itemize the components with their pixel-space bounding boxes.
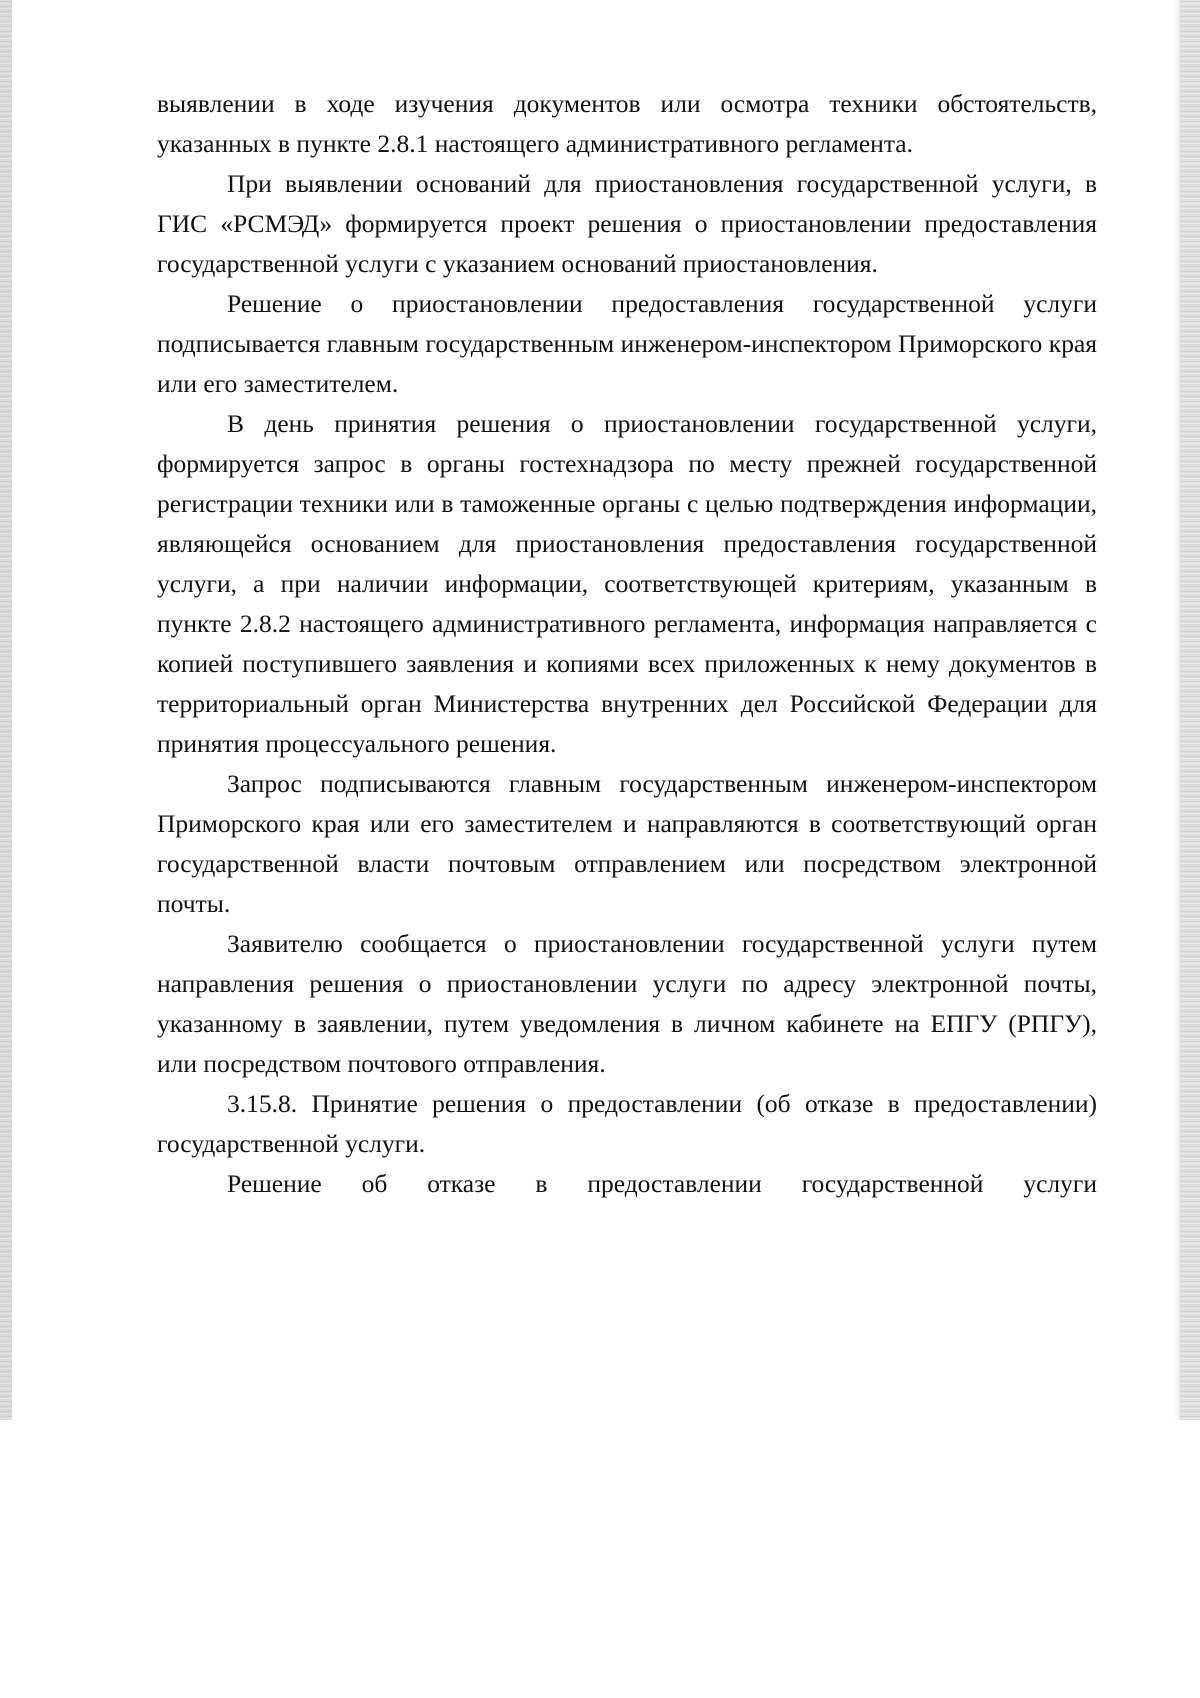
paragraph-continuation: выявлении в ходе изучения документов или осмотра техники обстоятельств, указанных в пункте 2.8.1 настоящего административного регламента. [157, 89, 1097, 158]
scan-right-edge [1180, 0, 1200, 1420]
paragraph-suspension-grounds: При выявлении оснований для приостановления государственной услуги, в ГИС «РСМЭД» формируется проект решения о приостановлении предоставления государственной услуги с указанием оснований приостановления. [157, 169, 1097, 278]
paragraph-request-signing: Запрос подписываются главным государственным инженером-инспектором Приморского края или его заместителем и направляются в соответствующий орган государственной власти почтовым отправлением или посредством электронной почты. [157, 769, 1097, 918]
paragraph-decision-signing: Решение о приостановлении предоставления государственной услуги подписывается главным государственным инженером-инспектором Приморского края или его заместителем. [157, 289, 1097, 398]
paragraph-request-formation: В день принятия решения о приостановлении государственной услуги, формируется запрос в органы гостехнадзора по месту прежней государственной регистрации техники или в таможенные органы с целью подтверждения информации, являющейся основанием для приостановления предоставления государственной услуги, а при наличии информации, соответствующей критериям, указанным в пункте 2.8.2 настоящего административного регламента, информация направляется с копией поступившего заявления и копиями всех приложенных к нему документов в территориальный орган Министерства внутренних дел Российской Федерации для принятия процессуального решения. [157, 409, 1097, 758]
paragraph-section-3-15-8: 3.15.8. Принятие решения о предоставлении (об отказе в предоставлении) государственной услуги. [157, 1089, 1097, 1158]
document-body [157, 84, 1097, 1204]
scan-left-edge [0, 0, 12, 1420]
paragraph-applicant-notice: Заявителю сообщается о приостановлении государственной услуги путем направления решения о приостановлении услуги по адресу электронной почты, указанному в заявлении, путем уведомления в личном кабинете на ЕПГУ (РПГУ), или посредством почтового отправления. [157, 929, 1097, 1078]
paragraph-refusal-decision: Решение об отказе в предоставлении государственной услуги [227, 1169, 1097, 1198]
